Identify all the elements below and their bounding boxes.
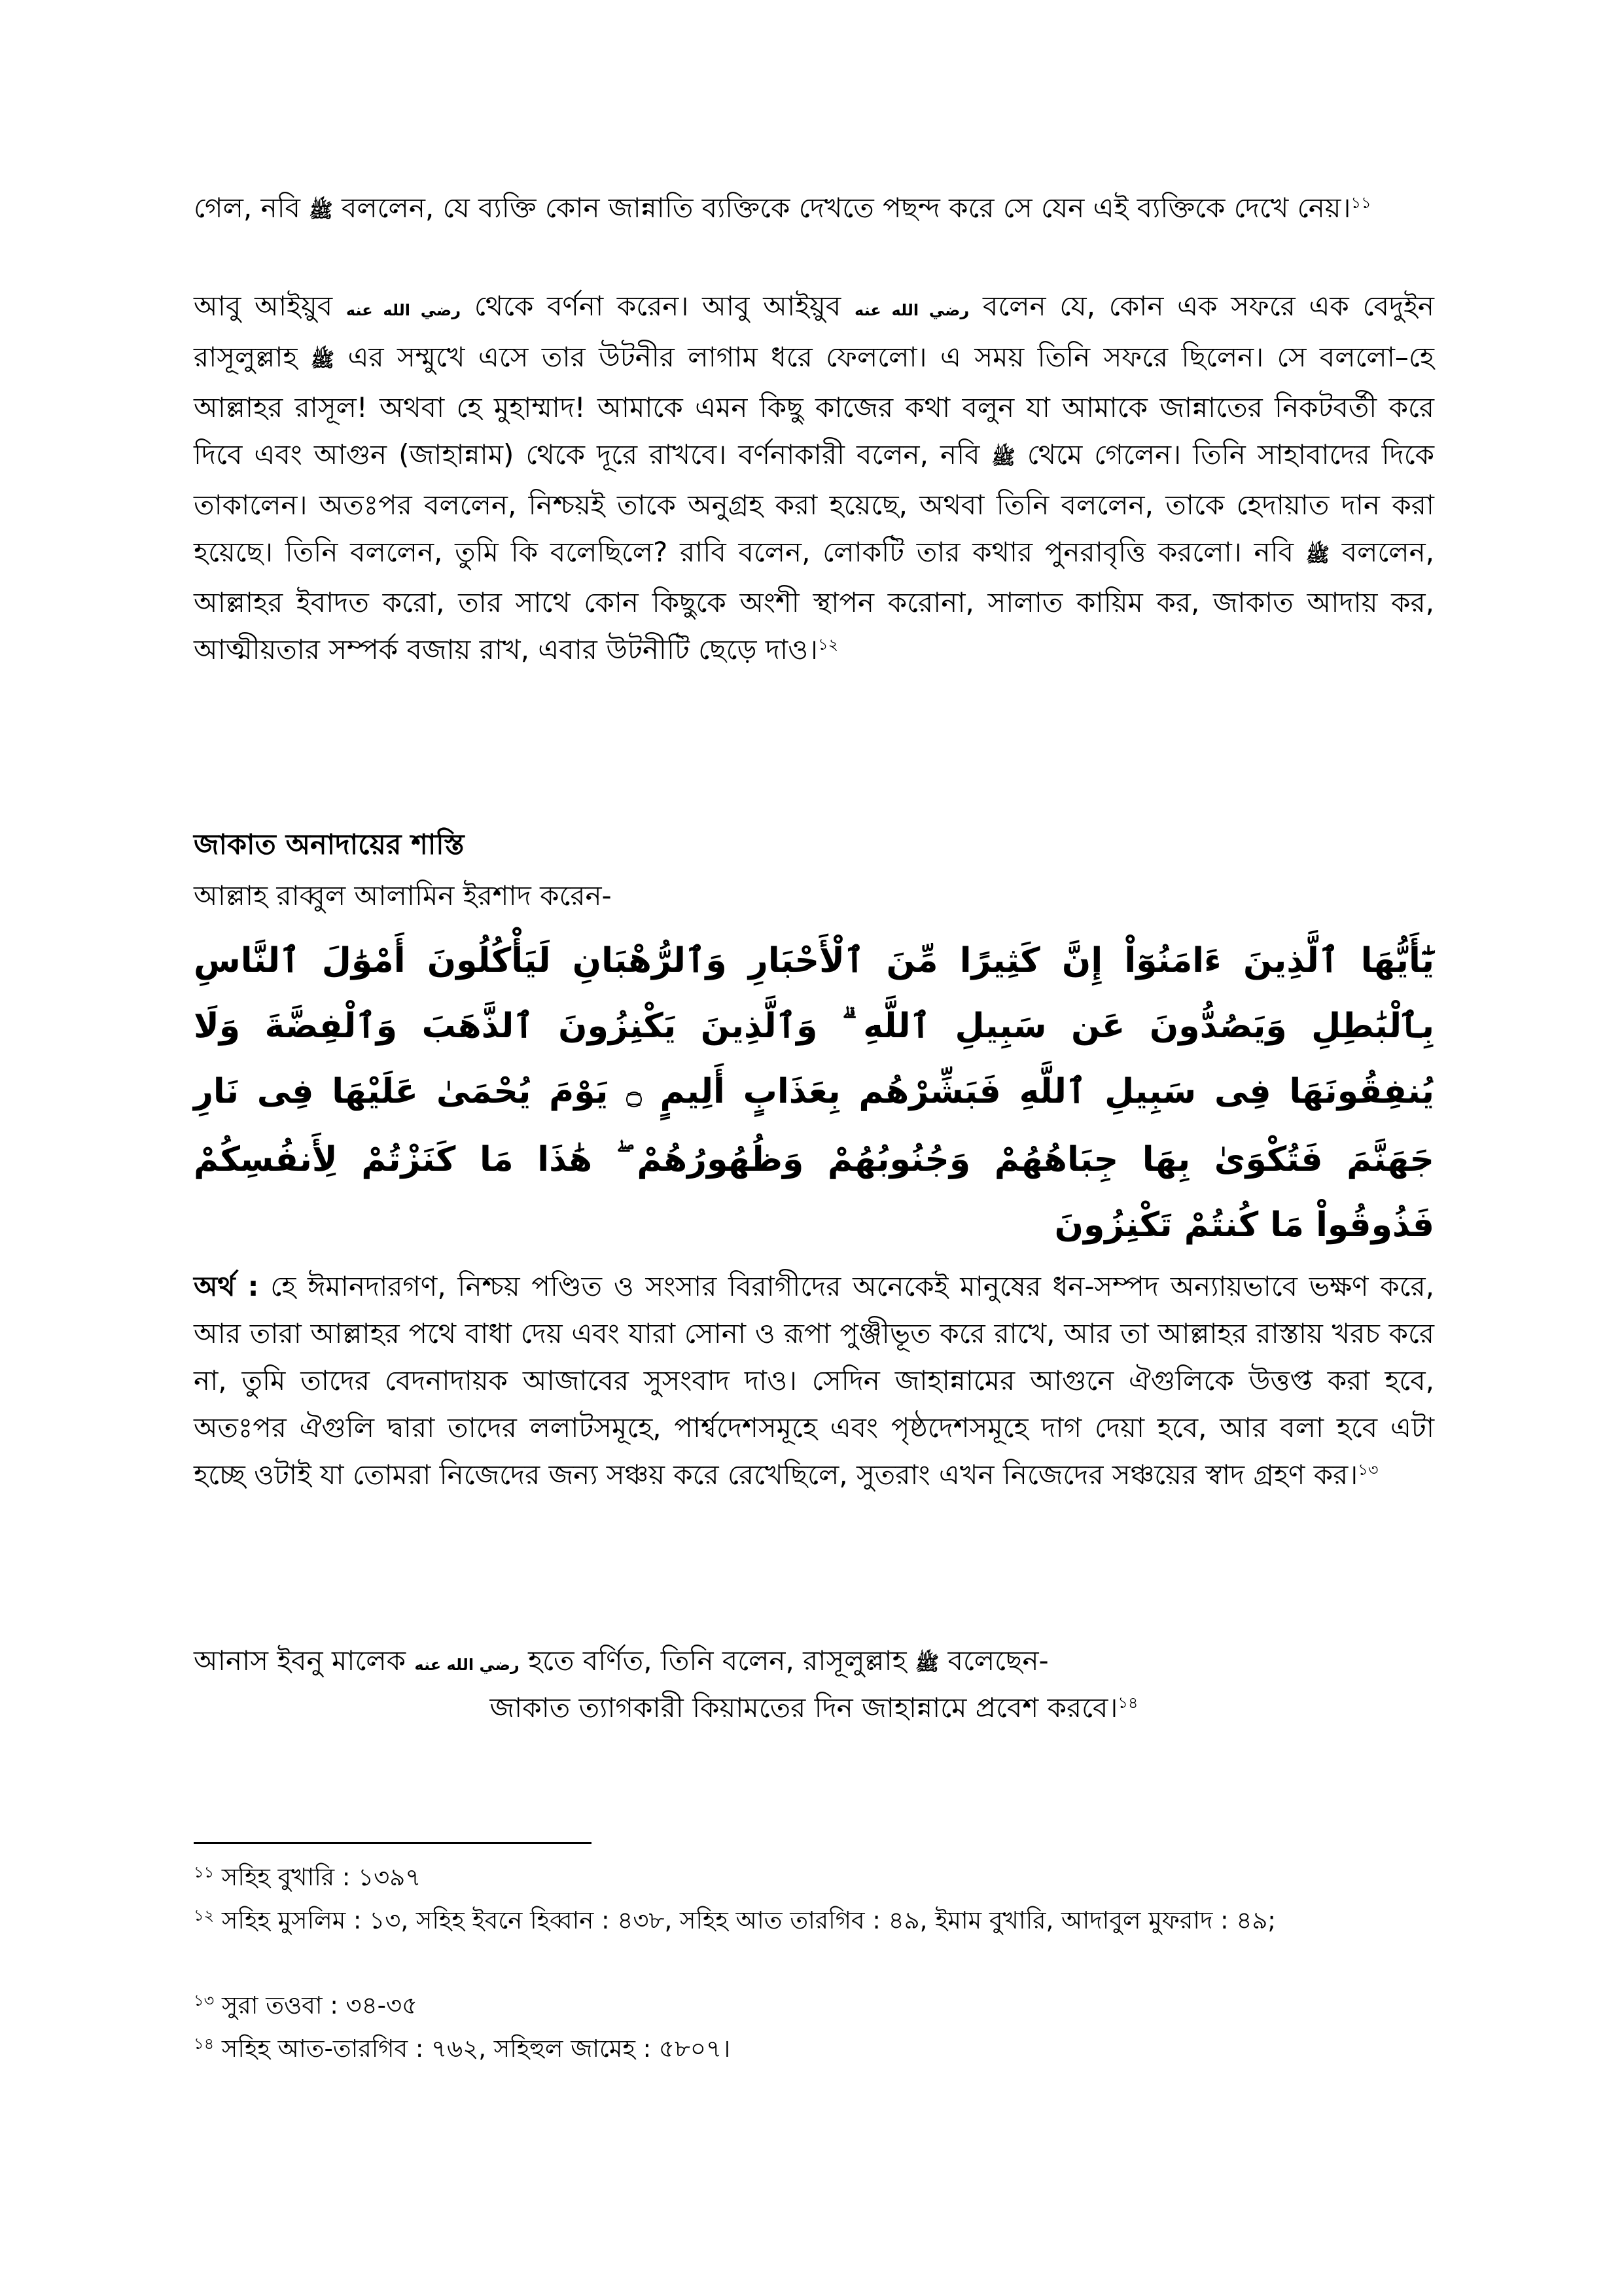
quran-verse-35: يَوْمَ يُحْمَىٰ عَلَيْهَا فِى نَارِ جَهَنَّمَ فَتُكْوَىٰ بِهَا جِبَاهُهُمْ وَجُنُوبُهُمْ وَظُهُورُهُمْ ۖ هَٰذَا مَا كَنَزْتُمْ لِأَنفُسِكُمْ فَذُوقُواْ مَا كُنتُمْ تَكْنِزُونَ <box>194 1072 1434 1245</box>
footnote-separator <box>194 1842 591 1844</box>
footnote-number: ১১ <box>194 1863 215 1881</box>
footnote-11 <box>194 1857 1434 1898</box>
footnote-number: ১৩ <box>194 1991 215 2010</box>
para2-text-2: থেকে বর্ণনা করেন। আবু আইয়ুব <box>461 290 855 322</box>
footnote-number: ১৪ <box>194 2035 215 2053</box>
translation-paragraph <box>194 1263 1434 1499</box>
footnote-number: ১২ <box>194 1906 215 1925</box>
quran-verse-34: يَٰٓأَيُّهَا ٱلَّذِينَ ءَامَنُوٓاْ إِنَّ كَثِيرًا مِّنَ ٱلْأَحْبَارِ وَٱلرُّهْبَانِ لَيَأْكُلُونَ أَمْوَٰلَ ٱلنَّاسِ بِٱلْبَٰطِلِ وَيَصُدُّونَ عَن سَبِيلِ ٱللَّهِ ۗ وَٱلَّذِينَ يَكْنِزُونَ ٱلذَّهَبَ وَٱلْفِضَّةَ وَلَا يُنفِقُونَهَا فِى سَبِيلِ ٱللَّهِ فَبَشِّرْهُم بِعَذَابٍ أَلِيمٍ <box>194 941 1435 1111</box>
companion-honor-mark: رضي الله عنه <box>414 1656 520 1674</box>
hadith-quote <box>194 1684 1434 1732</box>
para1-text-after: বললেন, যে ব্যক্তি কোন জান্নাতি ব্যক্তিকে দেখতে পছন্দ করে সে যেন এই ব্যক্তিকে দেখে নেয়। <box>332 192 1351 224</box>
verse-end-mark: ۝ <box>626 1079 642 1109</box>
footnote-ref-13: ১৩ <box>1358 1461 1379 1479</box>
footnote-text: সহিহ বুখারি : ১৩৯৭ <box>214 1863 421 1891</box>
quran-verse-block <box>194 928 1434 1258</box>
para4-text-2: হতে বর্ণিত, তিনি বলেন, রাসূলুল্লাহ <box>519 1645 915 1677</box>
translation-text: হে ঈমানদারগণ, নিশ্চয় পণ্ডিত ও সংসার বিরাগীদের অনেকেই মানুষের ধন-সম্পদ অন্যায়ভাবে ভক্ষণ করে, আর তারা আল্লাহর পথে বাধা দেয় এবং যারা সোনা ও রূপা পুঞ্জীভূত করে রাখে, আর তা আল্লাহর রাস্তায় খরচ করে না, তুমি তাদের বেদনাদায়ক আজাবের সুসংবাদ দাও। সেদিন জাহান্নামের আগুনে ঐগুলিকে উত্তপ্ত করা হবে, অতঃপর ঐগুলি দ্বারা তাদের ললাটসমূহে, পার্শ্বদেশসমূহে এবং পৃষ্ঠদেশসমূহে দাগ দেয়া হবে, আর বলা হবে এটা হচ্ছে ওটাই যা তোমরা নিজেদের জন্য সঞ্চয় করে রেখেছিলে, সুতরাং এখন নিজেদের সঞ্চয়ের স্বাদ গ্রহণ কর। <box>194 1270 1434 1491</box>
footnote-text: সুরা তওবা : ৩৪-৩৫ <box>214 1991 418 2019</box>
section-heading: জাকাত অনাদায়ের শাস্তি <box>194 828 465 861</box>
footnote-12 <box>194 1900 1456 1941</box>
footnote-ref-14: ১৪ <box>1118 1694 1139 1712</box>
abu-ayyub-hadith-paragraph <box>194 283 1434 673</box>
salutation-mark: ﷺ <box>309 200 333 222</box>
hadith-paragraph-continued <box>194 185 1434 235</box>
para4-text-1: আনাস ইবনু মালেক <box>194 1645 415 1677</box>
para1-text-before: গেল, নবি <box>194 192 309 224</box>
footnote-13 <box>194 1985 1434 2026</box>
hadith-quote-text: জাকাত ত্যাগকারী কিয়ামতের দিন জাহান্নামে প্রবেশ করবে। <box>489 1692 1118 1724</box>
salutation-mark: ﷺ <box>310 349 335 372</box>
salutation-mark: ﷺ <box>1305 544 1330 567</box>
footnote-14 <box>194 2029 1434 2069</box>
footnote-ref-12: ১২ <box>818 635 839 654</box>
para2-text-4: এর সম্মুখে এসে তার উটনীর লাগাম ধরে ফেললো। এ সময় তিনি সফরে ছিলেন। সে বললো–হে আল্লাহর রাসূল! অথবা হে মুহাম্মাদ! আমাকে এমন কিছু কাজের কথা বলুন যা আমাকে জান্নাতের নিকটবর্তী করে দিবে এবং আগুন (জাহান্নাম) থেকে দূরে রাখবে। বর্ণনাকারী বলেন, নবি <box>194 341 1434 471</box>
companion-honor-mark: رضي الله عنه <box>345 301 461 319</box>
para2-text-5: থেমে গেলেন। তিনি সাহাবাদের দিকে তাকালেন। অতঃপর বললেন, নিশ্চয়ই তাকে অনুগ্রহ করা হয়েছে, অথবা তিনি বললেন, তাকে হেদায়াত দান করা হয়েছে। তিনি বললেন, তুমি কি বলেছিলে? রাবি বলেন, লোকটি তার কথার পুনরাবৃত্তি করলো। নবি <box>194 438 1434 568</box>
salutation-mark: ﷺ <box>991 446 1015 469</box>
translation-label: অর্থ : <box>194 1270 259 1302</box>
para2-text-3: বলেন যে, কোন এক সফরে এক বেদুইন রাসূলুল্লাহ <box>194 290 1434 373</box>
footnote-text: সহিহ আত-তারগিব : ৭৬২, সহিহুল জামেহ : ৫৮০৭। <box>214 2035 731 2063</box>
verse-intro: আল্লাহ রাব্বুল আলামিন ইরশাদ করেন- <box>194 880 612 912</box>
footnote-text: সহিহ মুসলিম : ১৩, সহিহ ইবনে হিব্বান : ৪৩৮, সহিহ আত তারগিব : ৪৯, ইমাম বুখারি, আদাবুল মুফরাদ : ৪৯; <box>214 1906 1276 1934</box>
para2-text-6: বললেন, আল্লাহর ইবাদত করো, তার সাথে কোন কিছুকে অংশী স্থাপন করোনা, সালাত কায়িম কর, জাকাত আদায় কর, আত্মীয়তার সম্পর্ক বজায় রাখ, এবার উটনীটি ছেড়ে দাও। <box>194 536 1434 666</box>
footnote-ref-11: ১১ <box>1350 194 1371 212</box>
anas-hadith-intro <box>194 1637 1434 1688</box>
document-page <box>194 0 1434 2295</box>
para2-text-1: আবু আইয়ুব <box>194 290 346 322</box>
companion-honor-mark: رضي الله عنه <box>855 301 970 319</box>
salutation-mark: ﷺ <box>915 1652 940 1675</box>
para4-text-3: বলেছেন- <box>939 1645 1049 1677</box>
